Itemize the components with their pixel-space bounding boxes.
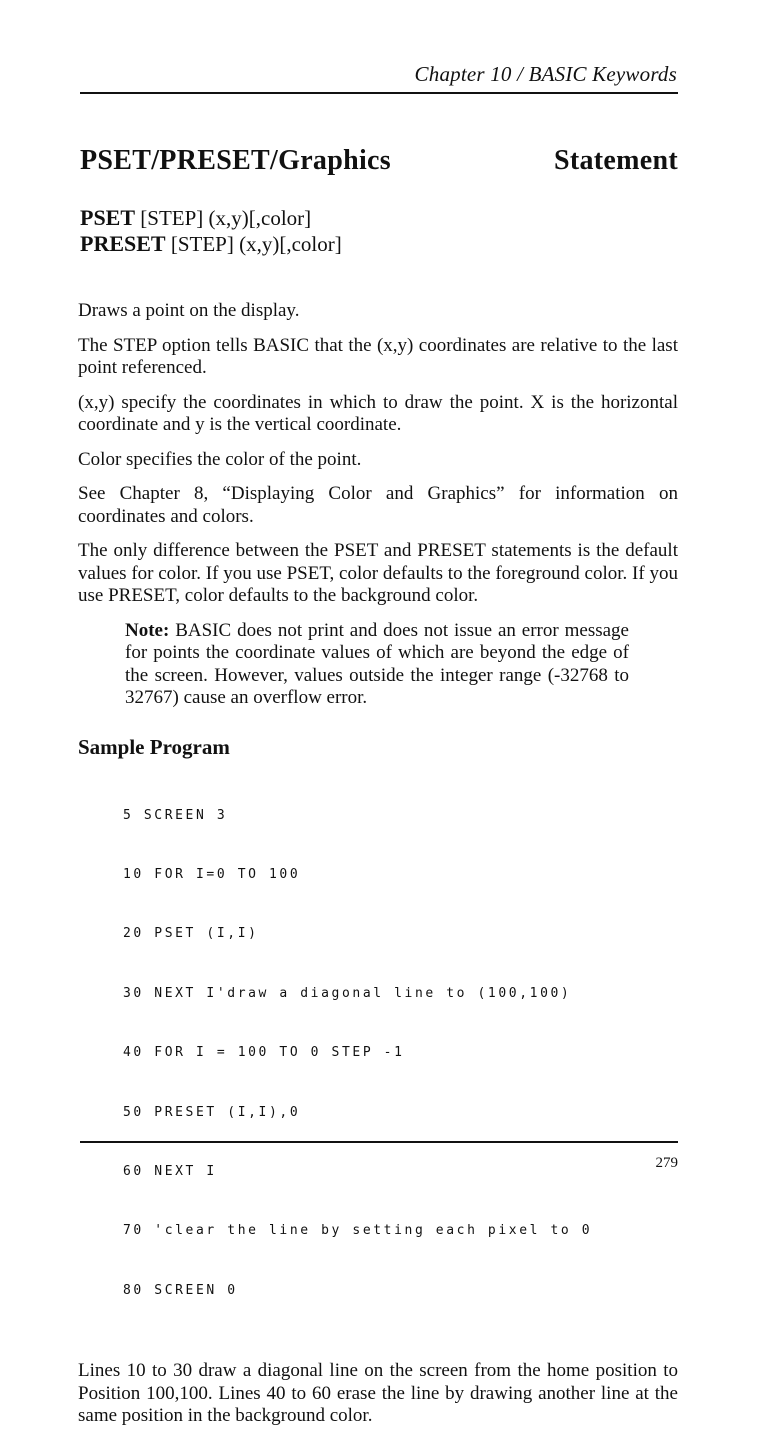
code-line: 60 NEXT I: [123, 1163, 217, 1179]
code-line: 30 NEXT I'draw a diagonal line to (100,100): [123, 985, 572, 1001]
sample-program-heading: Sample Program: [78, 734, 230, 759]
paragraph-closing: Lines 10 to 30 draw a diagonal line on the screen from the home position to Position 100,100. Lines 40 to 60 erase the line by drawing another line at the same position in the background color.: [78, 1360, 678, 1427]
syntax-args: [STEP] (x,y)[,color]: [140, 206, 312, 230]
paragraph-xy: (x,y) specify the coordinates in which to draw the point. X is the horizontal coordinate and y is the vertical coordinate.: [78, 391, 678, 435]
note-label: Note:: [125, 619, 170, 641]
code-line: 10 FOR I=0 TO 100: [123, 866, 301, 882]
syntax-keyword: PRESET: [80, 231, 166, 256]
paragraph-description: Draws a point on the display.: [78, 300, 300, 321]
code-line: 70 'clear the line by setting each pixel to 0: [123, 1223, 593, 1239]
header-rule: [80, 92, 678, 94]
statement-type: Statement: [554, 145, 678, 176]
paragraph-color: Color specifies the color of the point.: [78, 448, 362, 470]
code-line: 20 PSET (I,I): [123, 926, 259, 942]
syntax-args: [STEP] (x,y)[,color]: [170, 232, 342, 256]
syntax-line-preset: [80, 231, 342, 257]
code-line: 80 SCREEN 0: [123, 1282, 238, 1298]
body-text: [78, 300, 678, 1440]
code-line: 50 PRESET (I,I),0: [123, 1104, 301, 1120]
code-line: 40 FOR I = 100 TO 0 STEP -1: [123, 1045, 405, 1061]
paragraph-step: The STEP option tells BASIC that the (x,y) coordinates are relative to the last point referenced.: [78, 334, 678, 378]
note-text: BASIC does not print and does not issue an error message for points the coordinate values of which are beyond the edge of the screen. However, values outside the integer range (-32768 to 32767) cause an overflow error.: [125, 619, 629, 708]
code-line: 5 SCREEN 3: [123, 807, 228, 823]
paragraph-see-chapter: See Chapter 8, “Displaying Color and Graphics” for information on coordinates and colors.: [78, 483, 678, 527]
syntax-line-pset: [80, 205, 342, 231]
footer-rule: [80, 1141, 678, 1143]
code-listing: [123, 766, 678, 1340]
syntax-keyword: PSET: [80, 205, 136, 230]
paragraph-difference: The only difference between the PSET and PRESET statements is the default values for color. If you use PSET, color defaults to the foreground color. If you use PRESET, color defaults to the background color.: [78, 540, 678, 606]
note-block: [125, 620, 629, 710]
running-head: Chapter 10 / BASIC Keywords: [414, 62, 677, 86]
syntax-block: [80, 205, 342, 257]
page-number: 279: [655, 1155, 678, 1171]
page-title: PSET/PRESET/Graphics: [80, 145, 391, 176]
